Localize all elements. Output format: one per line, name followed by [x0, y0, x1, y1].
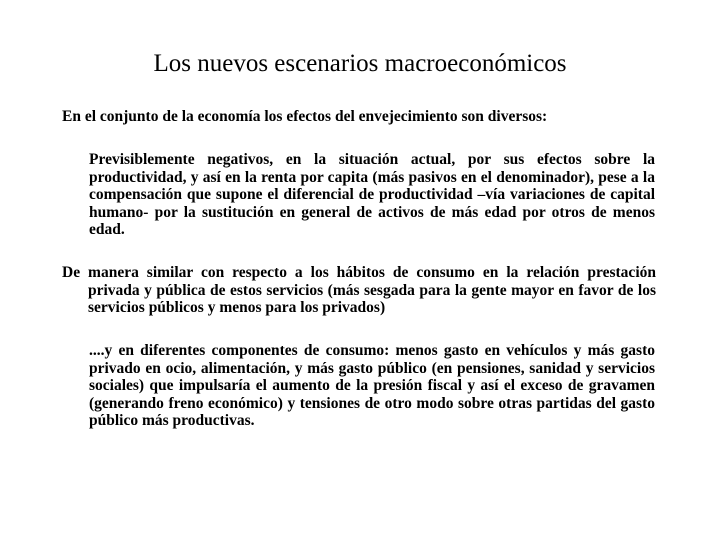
consumption-habits-paragraph: De manera similar con respecto a los hábitos de consumo en la relación prestación privada y pública de estos servicios (más sesgada para la gente mayor en favor de los servicios públicos y menos para los privados) — [62, 264, 656, 316]
negative-effects-paragraph: Previsiblemente negativos, en la situación actual, por sus efectos sobre la productividad, y así en la renta por capita (más pasivos en el denominador), pese a la compensación que supone el diferencial de productividad –vía variaciones de capital humano- por la sustitución en general de activos de más edad por otros de menos edad. — [89, 151, 655, 238]
intro-paragraph: En el conjunto de la economía los efectos del envejecimiento son diversos: — [62, 108, 548, 125]
consumption-components-paragraph: ....y en diferentes componentes de consumo: menos gasto en vehículos y más gasto privado en ocio, alimentación, y más gasto público (en pensiones, sanidad y servicios sociales) que impulsaría el aumento de la presión fiscal y así el exceso de gravamen (generando freno económico) y tensiones de otro modo sobre otras partidas del gasto público más productivas. — [89, 342, 655, 429]
slide-title: Los nuevos escenarios macroeconómicos — [153, 50, 567, 77]
